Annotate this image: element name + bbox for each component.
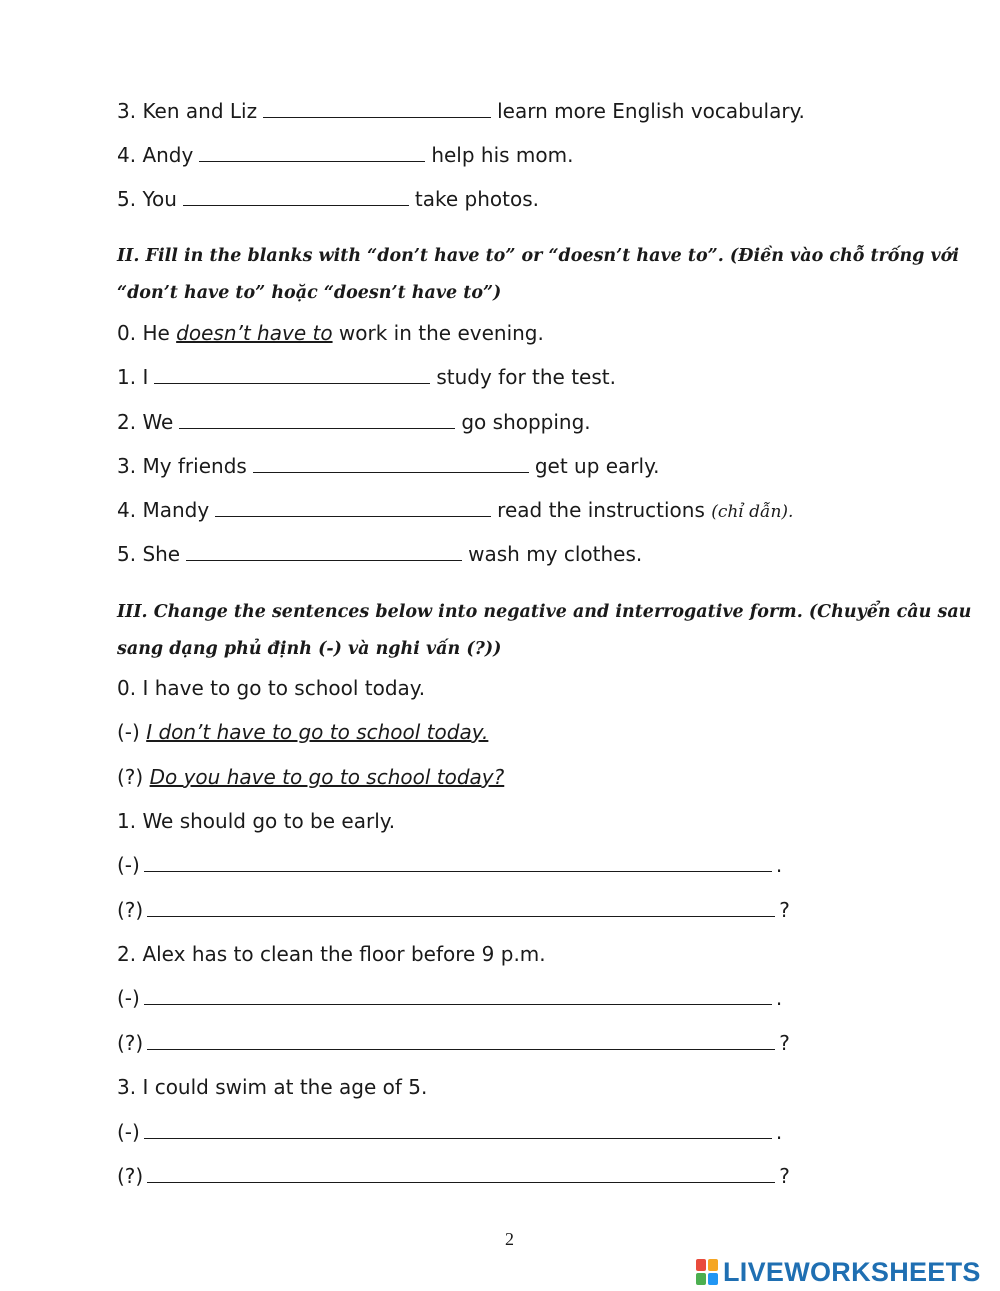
logo-text: LIVEWORKSHEETS bbox=[723, 1256, 981, 1287]
prompt-end: help his mom. bbox=[431, 143, 574, 167]
answer-blank[interactable] bbox=[199, 143, 425, 162]
liveworksheets-logo[interactable] bbox=[696, 1255, 981, 1289]
prompt-start: 4. Mandy bbox=[117, 498, 210, 522]
prompt-end: get up early. bbox=[534, 454, 660, 478]
answer-blank[interactable] bbox=[147, 898, 775, 917]
interrogative-prefix: (?) bbox=[117, 1164, 144, 1188]
prompt-end: study for the test. bbox=[436, 365, 616, 389]
negative-prefix: (-) bbox=[117, 853, 140, 877]
source-sentence: 1. We should go to be early. bbox=[117, 809, 396, 833]
interrogative-line bbox=[117, 1030, 790, 1056]
exercise-line bbox=[117, 186, 539, 212]
answer-blank[interactable] bbox=[144, 853, 772, 872]
prompt-start: 3. My friends bbox=[117, 454, 247, 478]
answer-blank[interactable] bbox=[253, 454, 529, 473]
interrogative-prefix: (?) bbox=[117, 898, 144, 922]
exercise-line bbox=[117, 409, 591, 435]
line-end-punct: . bbox=[775, 853, 783, 877]
prompt-end: wash my clothes. bbox=[468, 542, 643, 566]
example-sentence: 0. I have to go to school today. bbox=[117, 676, 426, 700]
example-prefix: 0. He bbox=[117, 321, 170, 345]
section-2-heading: II. Fill in the blanks with “don’t have to” or “doesn’t have to”. (Điền vào chỗ trống với bbox=[117, 246, 959, 266]
source-sentence: 2. Alex has to clean the floor before 9 p.m. bbox=[117, 942, 546, 966]
page-number: 2 bbox=[505, 1229, 514, 1249]
interrogative-prefix: (?) bbox=[117, 1031, 144, 1055]
example-interrogative bbox=[117, 764, 504, 790]
prompt-start: 5. You bbox=[117, 187, 177, 211]
interrogative-line bbox=[117, 897, 790, 923]
example-line bbox=[117, 320, 544, 346]
answer-blank[interactable] bbox=[147, 1031, 775, 1050]
exercise-line bbox=[117, 453, 659, 479]
answer-blank[interactable] bbox=[263, 99, 491, 118]
answer-blank[interactable] bbox=[154, 365, 430, 384]
answer-blank[interactable] bbox=[144, 1120, 772, 1139]
prompt-start: 1. I bbox=[117, 365, 149, 389]
interrogative-line bbox=[117, 1163, 790, 1189]
example-answer: doesn’t have to bbox=[176, 321, 333, 345]
negative-line bbox=[117, 1119, 782, 1145]
source-sentence: 3. I could swim at the age of 5. bbox=[117, 1075, 428, 1099]
example-suffix: work in the evening. bbox=[338, 321, 544, 345]
example-interrogative-answer: Do you have to go to school today? bbox=[149, 765, 505, 789]
line-end-punct: . bbox=[775, 1120, 783, 1144]
example-negative bbox=[117, 719, 488, 745]
prompt-end: learn more English vocabulary. bbox=[497, 99, 805, 123]
line-end-punct: ? bbox=[779, 1164, 790, 1188]
prompt-start: 4. Andy bbox=[117, 143, 194, 167]
prompt-end: read the instructions bbox=[497, 498, 705, 522]
exercise-line bbox=[117, 98, 805, 124]
exercise-line bbox=[117, 497, 793, 525]
answer-blank[interactable] bbox=[186, 542, 462, 561]
negative-prefix: (-) bbox=[117, 1120, 140, 1144]
logo-icon bbox=[696, 1259, 718, 1285]
interrogative-prefix: (?) bbox=[117, 765, 144, 789]
negative-prefix: (-) bbox=[117, 720, 140, 744]
prompt-start: 2. We bbox=[117, 410, 174, 434]
section-3-heading-cont: sang dạng phủ định (-) và nghi vấn (?)) bbox=[117, 639, 502, 659]
answer-blank[interactable] bbox=[215, 498, 491, 517]
translation-note: (chỉ dẫn). bbox=[711, 502, 794, 522]
answer-blank[interactable] bbox=[147, 1164, 775, 1183]
section-3-heading: III. Change the sentences below into negative and interrogative form. (Chuyển câu sau bbox=[117, 602, 972, 622]
prompt-start: 5. She bbox=[117, 542, 181, 566]
line-end-punct: ? bbox=[779, 898, 790, 922]
negative-prefix: (-) bbox=[117, 986, 140, 1010]
line-end-punct: . bbox=[775, 986, 783, 1010]
answer-blank[interactable] bbox=[183, 187, 409, 206]
section-2-heading-cont: “don’t have to” hoặc “doesn’t have to”) bbox=[117, 283, 502, 303]
negative-line bbox=[117, 985, 782, 1011]
prompt-end: go shopping. bbox=[461, 410, 591, 434]
prompt-end: take photos. bbox=[414, 187, 540, 211]
answer-blank[interactable] bbox=[144, 986, 772, 1005]
example-negative-answer: I don’t have to go to school today. bbox=[146, 720, 489, 744]
prompt-start: 3. Ken and Liz bbox=[117, 99, 258, 123]
exercise-line bbox=[117, 142, 574, 168]
negative-line bbox=[117, 852, 782, 878]
exercise-line bbox=[117, 541, 642, 567]
line-end-punct: ? bbox=[779, 1031, 790, 1055]
exercise-line bbox=[117, 364, 616, 390]
answer-blank[interactable] bbox=[179, 410, 455, 429]
